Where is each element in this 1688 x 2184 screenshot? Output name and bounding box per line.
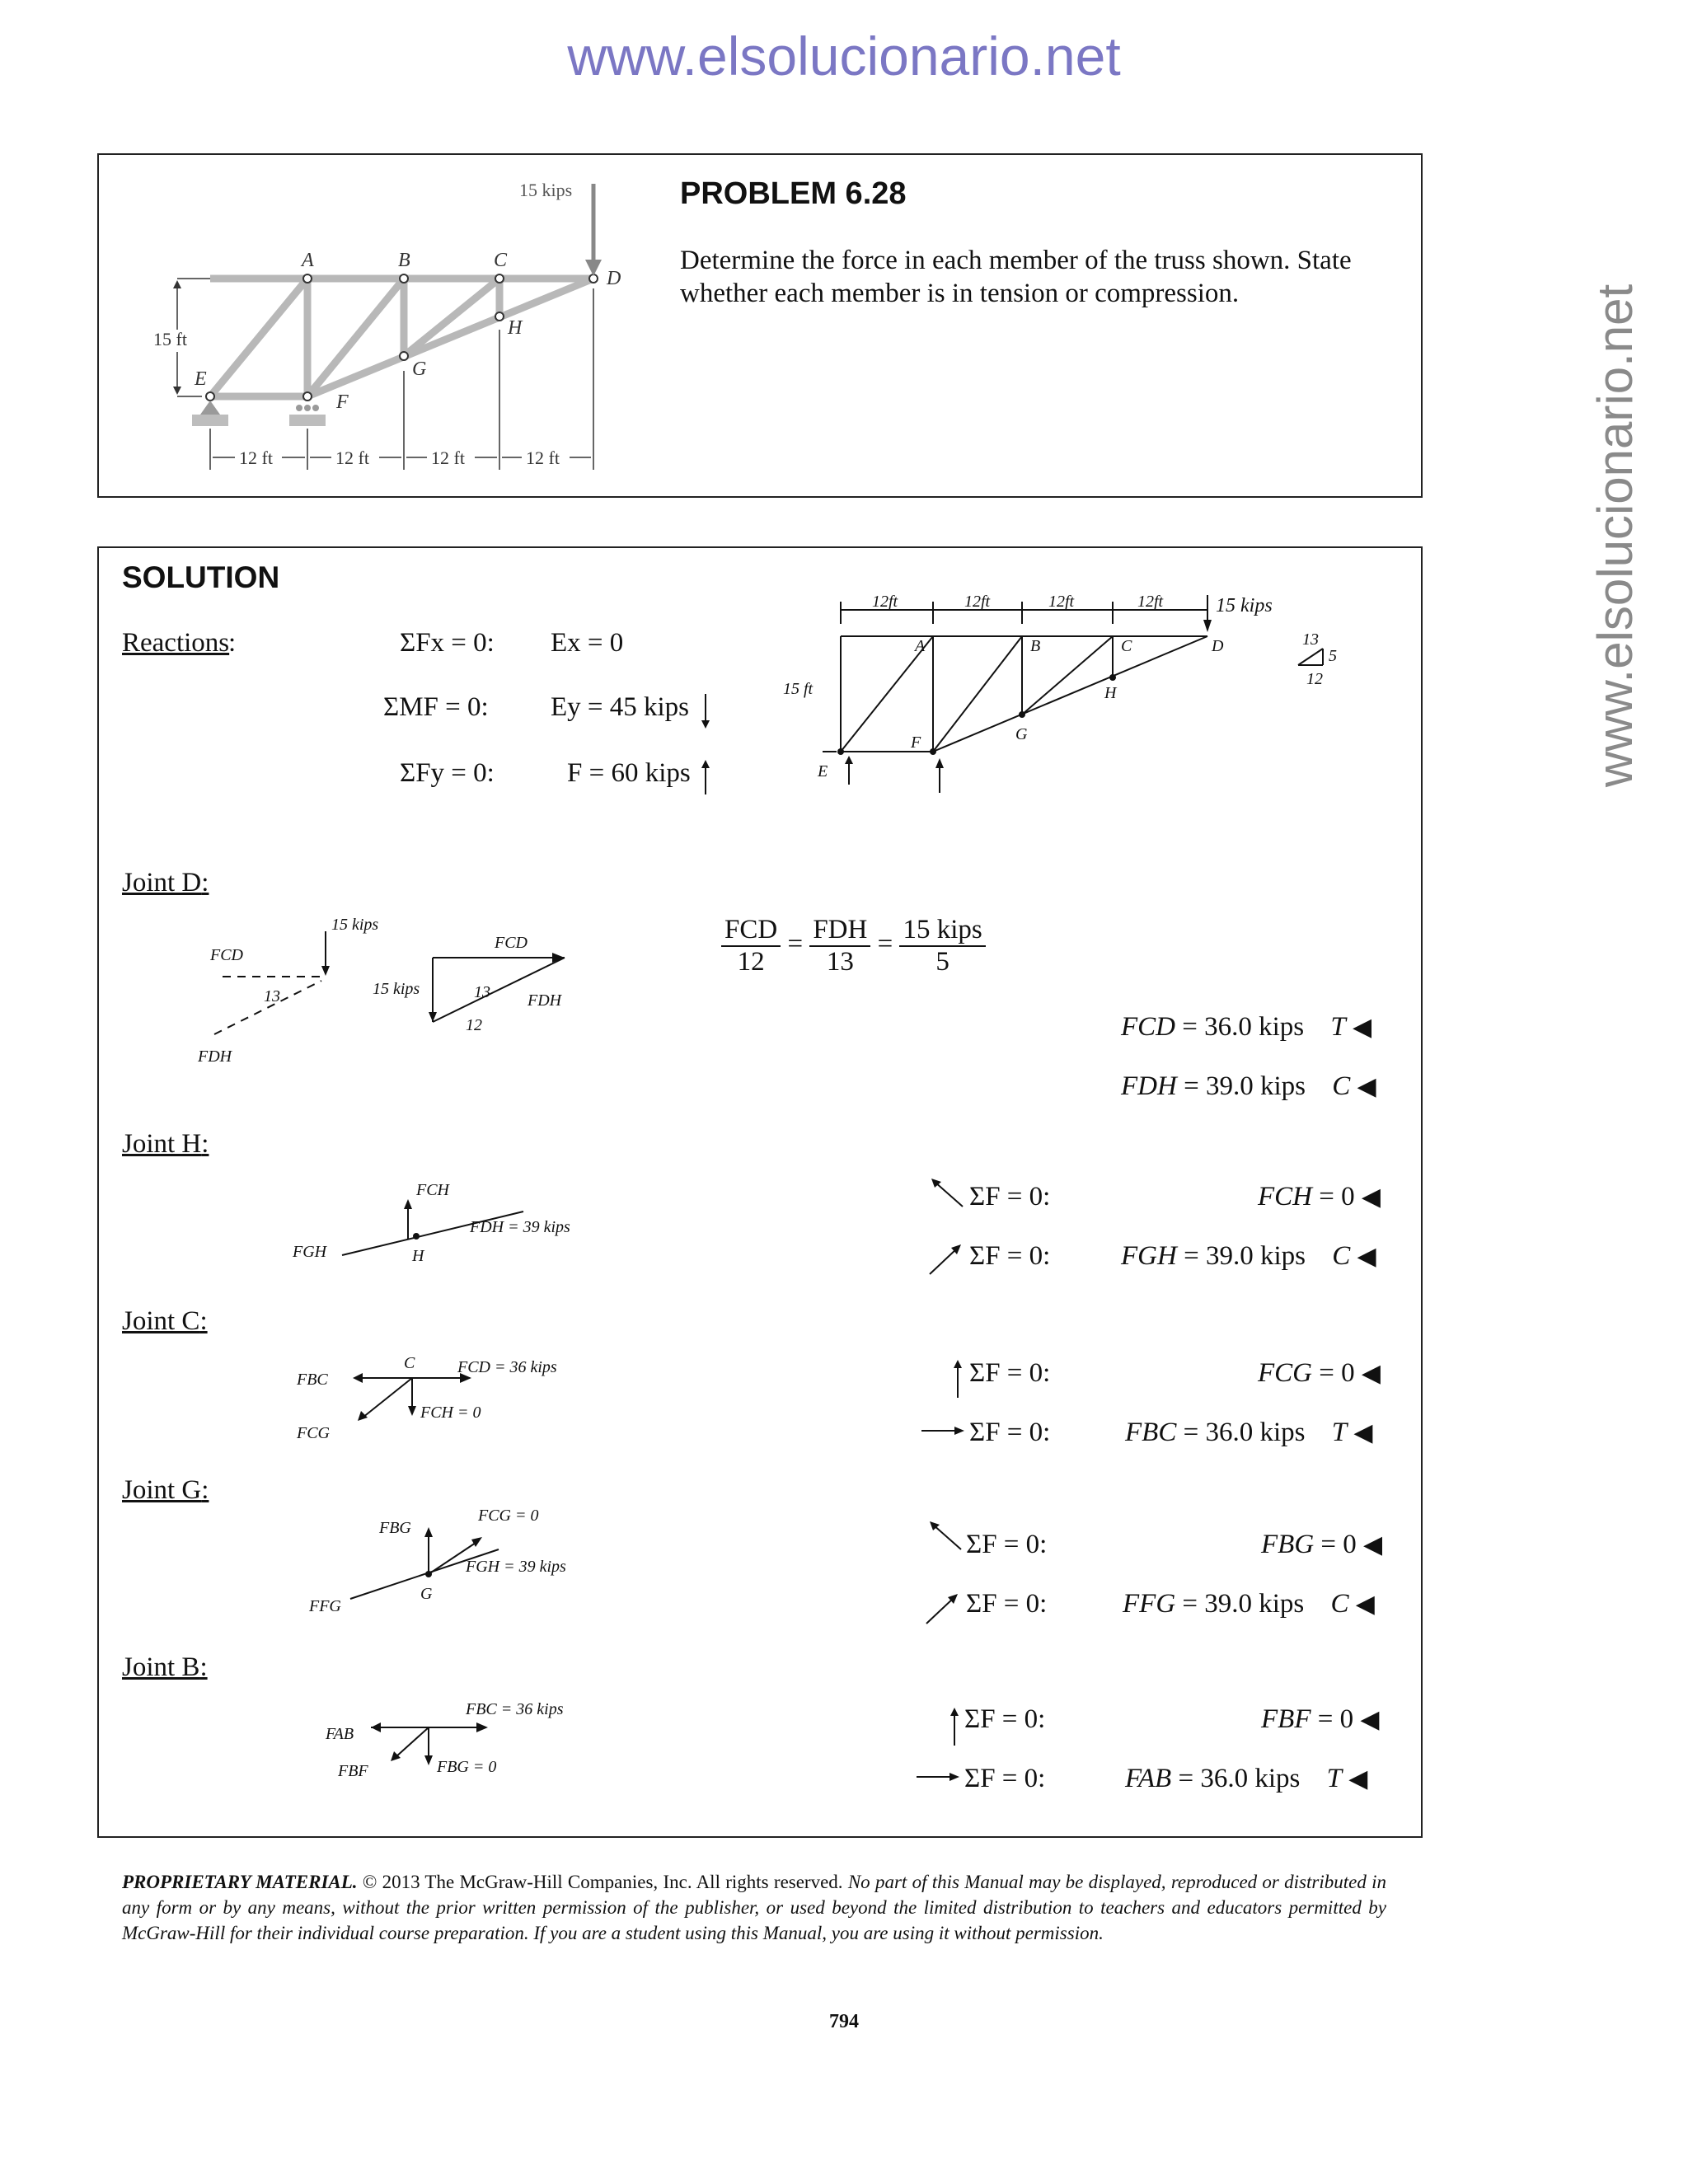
joint-b-label: Joint B: [122, 1652, 208, 1682]
sketch-tri-12: 12 [1306, 670, 1323, 688]
joint-c-sketch [288, 1352, 602, 1459]
watermark-top[interactable]: www.elsolucionario.net [567, 26, 1121, 87]
jd-fdh: FDH [198, 1047, 232, 1066]
joint-c-label: Joint C: [122, 1306, 208, 1336]
jc-fbc: FBC [297, 1371, 328, 1389]
jh-fgh: FGH [293, 1243, 327, 1261]
sketch-height: 15 ft [783, 680, 814, 698]
answer-fbc: FBC = 36.0 kips T ◀ [1125, 1418, 1373, 1447]
reaction-eq-1: ΣFx = 0: [400, 628, 495, 658]
node-g: G [412, 359, 427, 380]
sketch-dim-1: 12ft [872, 593, 898, 611]
dim-3: 12 ft [431, 448, 465, 468]
sketch-tri-13: 13 [1302, 630, 1319, 649]
reaction-eq-2: ΣMF = 0: [383, 692, 489, 722]
sketch-dim-2: 12ft [964, 593, 991, 611]
problem-statement: Determine the force in each member of the truss shown. State whether each member is in tension or compression. [680, 246, 1352, 308]
dim-2: 12 ft [335, 448, 369, 468]
arrow-up-icon [697, 757, 714, 798]
node-h: H [508, 317, 523, 339]
solution-title: SOLUTION [122, 560, 280, 594]
load-label: 15 kips [519, 180, 573, 200]
reaction-result-3: F = 60 kips [567, 758, 691, 788]
sketch-dim-3: 12ft [1048, 593, 1075, 611]
answer-fbg: FBG = 0 ◀ [1261, 1530, 1383, 1559]
reaction-result-1: Ex = 0 [551, 628, 624, 658]
node-b: B [398, 250, 410, 271]
jg-fcg: FCG = 0 [478, 1507, 539, 1525]
joint-d-ratio: $\frac{\text{FCD}}{12}$ = $\frac{\text{FDH}}{13}$ = $\frac{\text{15 kips}}{5}$ [721, 915, 986, 977]
jc-node: C [404, 1354, 415, 1372]
arrow-right-icon-c [920, 1422, 966, 1439]
jb-fab: FAB [326, 1725, 354, 1743]
watermark-side: www.elsolucionario.net [1587, 284, 1643, 788]
height-label: 15 ft [153, 329, 187, 349]
truss-sketch [758, 587, 1385, 818]
jg-node: G [420, 1585, 433, 1603]
jd-fcd: FCD [210, 946, 243, 964]
joint-d-label: Joint D: [122, 868, 209, 898]
arrow-up-icon-c [950, 1357, 966, 1399]
copyright-notice: PROPRIETARY MATERIAL. © 2013 The McGraw-Hill Companies, Inc. All rights reserved. No part of this Manual may be displayed, reproduced or distributed in any form or by any means, without the prior written permission of the publisher, or used beyond the limited distribution to teachers and educators permitted by McGraw-Hill for their individual course preparation. If you are a student using this Manual, you are using it without permission. [122, 1872, 1386, 1943]
answer-fdh: FDH = 39.0 kips C ◀ [1121, 1071, 1376, 1101]
answer-fcg: FCG = 0 ◀ [1258, 1358, 1381, 1388]
dim-1: 12 ft [239, 448, 273, 468]
jd-fcd-2: FCD [495, 934, 528, 952]
reactions-label: Reactions [122, 628, 230, 658]
sketch-node-h: H [1104, 684, 1117, 702]
page-number: 794 [829, 2011, 859, 2032]
reactions-colon: : [228, 628, 237, 658]
node-f: F [336, 391, 349, 413]
jc-eq-2: ΣF = 0: [969, 1418, 1051, 1447]
arrow-upright-icon [926, 1243, 963, 1276]
answer-fab: FAB = 36.0 kips T ◀ [1125, 1764, 1368, 1793]
sketch-node-b: B [1030, 637, 1041, 655]
jb-eq-1: ΣF = 0: [964, 1704, 1046, 1734]
arrow-upleft-icon-g [928, 1520, 964, 1553]
answer-fcd: FCD = 36.0 kips T ◀ [1121, 1012, 1372, 1042]
joint-g-sketch [301, 1496, 598, 1619]
jh-fch: FCH [416, 1181, 449, 1199]
jg-fgh: FGH = 39 kips [466, 1558, 566, 1576]
arrow-right-icon-b [915, 1769, 961, 1785]
sketch-dim-4: 12ft [1137, 593, 1164, 611]
answer-fgh: FGH = 39.0 kips C ◀ [1121, 1241, 1376, 1271]
node-c: C [494, 250, 508, 271]
jg-eq-2: ΣF = 0: [966, 1589, 1048, 1619]
sketch-node-a: A [915, 637, 926, 655]
jh-fdh: FDH = 39 kips [470, 1218, 570, 1236]
jg-eq-1: ΣF = 0: [966, 1530, 1048, 1559]
joint-g-label: Joint G: [122, 1475, 209, 1505]
sketch-node-d: D [1212, 637, 1224, 655]
jh-eq-2: ΣF = 0: [969, 1241, 1051, 1271]
dim-4: 12 ft [526, 448, 560, 468]
sketch-node-f: F [911, 733, 921, 752]
jb-fbc: FBC = 36 kips [466, 1700, 564, 1718]
joint-h-label: Joint H: [122, 1129, 209, 1159]
jd-tri-13b: 13 [474, 983, 490, 1001]
jb-fbf: FBF [338, 1762, 368, 1780]
sketch-tri-5: 5 [1329, 647, 1337, 665]
joint-b-sketch [313, 1681, 610, 1788]
reaction-eq-3: ΣFy = 0: [400, 758, 495, 788]
answer-fbf: FBF = 0 ◀ [1261, 1704, 1380, 1734]
node-a: A [302, 250, 314, 271]
sketch-node-c: C [1121, 637, 1132, 655]
jc-fcd: FCD = 36 kips [457, 1358, 557, 1376]
jc-fch: FCH = 0 [420, 1404, 481, 1422]
joint-d-sketch [190, 915, 593, 1088]
arrow-down-icon [697, 691, 714, 732]
jd-load-2: 15 kips [373, 980, 420, 998]
jh-node: H [412, 1247, 424, 1265]
sketch-node-e: E [818, 762, 828, 780]
arrow-upright-icon-g [923, 1592, 959, 1625]
node-e: E [195, 368, 207, 390]
jd-load: 15 kips [331, 916, 379, 934]
jh-eq-1: ΣF = 0: [969, 1182, 1051, 1212]
jd-tri-12: 12 [466, 1016, 482, 1034]
arrow-upleft-icon [930, 1177, 966, 1210]
answer-ffg: FFG = 39.0 kips C ◀ [1123, 1589, 1375, 1619]
answer-fch: FCH = 0 ◀ [1258, 1182, 1381, 1212]
arrow-up-icon-b [946, 1704, 963, 1747]
jg-ffg: FFG [309, 1597, 341, 1615]
problem-title: PROBLEM 6.28 [680, 176, 907, 211]
truss-figure [140, 169, 651, 482]
jd-fdh-2: FDH [528, 991, 562, 1010]
joint-h-sketch [284, 1174, 598, 1273]
jg-fbg: FBG [379, 1519, 411, 1537]
jb-fbg: FBG = 0 [437, 1758, 497, 1776]
jb-eq-2: ΣF = 0: [964, 1764, 1046, 1793]
reaction-result-2: Ey = 45 kips [551, 692, 690, 722]
jc-eq-1: ΣF = 0: [969, 1358, 1051, 1388]
jd-tri-13: 13 [264, 987, 280, 1005]
node-d: D [607, 268, 621, 289]
sketch-node-g: G [1015, 725, 1028, 743]
jc-fcg: FCG [297, 1424, 330, 1442]
sketch-load: 15 kips [1216, 595, 1273, 616]
